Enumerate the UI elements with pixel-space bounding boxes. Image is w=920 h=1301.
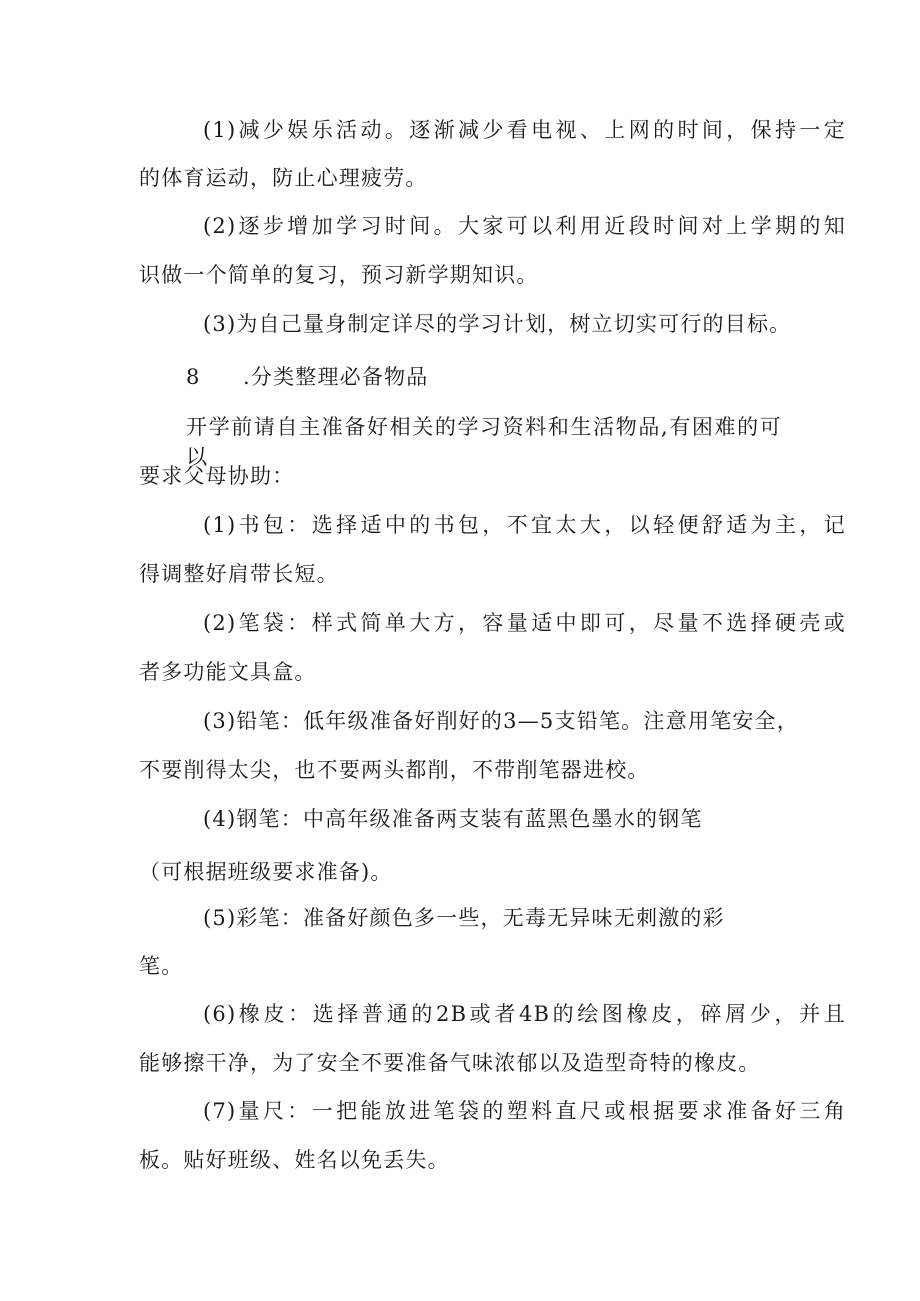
paragraph-line: 能够擦干净，为了安全不要准备气味浓郁以及造型奇特的橡皮。 <box>139 1051 761 1075</box>
section-title: .分类整理必备物品 <box>243 365 429 389</box>
paragraph-line: 要求父母协助： <box>139 464 295 488</box>
paragraph-line: 识做一个简单的复习，预习新学期知识。 <box>139 263 539 287</box>
section-number: 8 <box>186 365 200 389</box>
paragraph-line: 的体育运动，防止心理疲劳。 <box>139 166 428 190</box>
paragraph-line: 板。贴好班级、姓名以免丢失。 <box>139 1148 450 1172</box>
paragraph-line: （可根据班级要求准备)。 <box>139 860 393 884</box>
paragraph-line: (5)彩笔：准备好颜色多一些，无毒无异味无刺激的彩 <box>203 906 725 930</box>
paragraph-line: 者多功能文具盒。 <box>139 660 317 684</box>
paragraph-line: (1)减少娱乐活动。逐渐减少看电视、上网的时间，保持一定 <box>203 118 846 142</box>
paragraph-line: 笔。 <box>139 954 184 978</box>
paragraph-line: (2)笔袋：样式简单大方，容量适中即可，尽量不选择硬壳或 <box>203 611 846 635</box>
paragraph-line: 开学前请自主准备好相关的学习资料和生活物品,有困难的可以 <box>186 415 782 469</box>
paragraph-line: (1)书包：选择适中的书包，不宜太大，以轻便舒适为主，记 <box>203 513 846 537</box>
paragraph-line: (6)橡皮：选择普通的2B或者4B的绘图橡皮，碎屑少，并且 <box>203 1002 846 1026</box>
paragraph-line: (7)量尺：一把能放进笔袋的塑料直尺或根据要求准备好三角 <box>203 1099 846 1123</box>
paragraph-line: (3)为自己量身制定详尽的学习计划，树立切实可行的目标。 <box>203 312 792 336</box>
paragraph-line: 不要削得太尖，也不要两头都削，不带削笔器进校。 <box>139 758 650 782</box>
paragraph-line: (4)钢笔：中高年级准备两支装有蓝黑色墨水的钢笔 <box>203 807 703 831</box>
paragraph-line: (3)铅笔：低年级准备好削好的3—5支铅笔。注意用笔安全， <box>203 709 799 733</box>
paragraph-line: (2)逐步增加学习时间。大家可以利用近段时间对上学期的知 <box>203 214 846 238</box>
paragraph-line: 得调整好肩带长短。 <box>139 562 339 586</box>
